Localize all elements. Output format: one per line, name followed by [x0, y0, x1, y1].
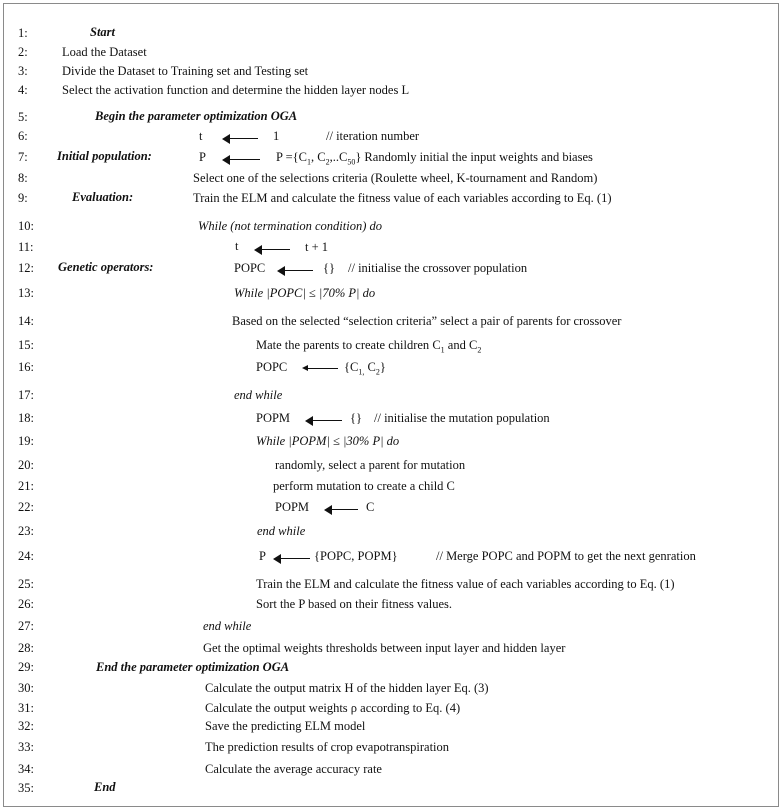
step-text: Get the optimal weights thresholds between input layer and hidden layer	[203, 641, 566, 655]
loop-header: While |POPC| ≤ |70% P| do	[234, 286, 376, 300]
assign-arrow-icon	[222, 134, 258, 144]
line-number: 28:	[18, 641, 34, 655]
assign-lhs: POPM	[275, 500, 310, 514]
assign-arrow-icon	[277, 266, 313, 276]
step-text: Train the ELM and calculate the fitness value of each variables according to Eq. (1)	[193, 191, 612, 205]
step-text: Divide the Dataset to Training set and Testing set	[62, 64, 309, 78]
loop-end: end while	[234, 388, 283, 402]
line-number: 4:	[18, 83, 28, 97]
step-text: Load the Dataset	[62, 45, 147, 59]
line-number: 5:	[18, 110, 28, 124]
line-number: 31:	[18, 701, 34, 715]
assign-rhs: 1	[273, 129, 280, 143]
assign-lhs: t	[235, 239, 239, 253]
assign-lhs: t	[199, 129, 203, 143]
line-number: 15:	[18, 338, 34, 352]
line-number: 27:	[18, 619, 34, 633]
line-number: 34:	[18, 762, 34, 776]
line-number: 25:	[18, 577, 34, 591]
step-text: Train the ELM and calculate the fitness value of each variables according to Eq. (1)	[256, 577, 675, 591]
loop-end: end while	[257, 524, 306, 538]
line-number: 6:	[18, 129, 28, 143]
section-label: Genetic operators:	[58, 260, 154, 274]
line-number: 29:	[18, 660, 34, 674]
assign-arrow-icon	[254, 245, 290, 255]
assign-lhs: POPM	[256, 411, 291, 425]
assign-rhs: t + 1	[305, 240, 329, 254]
assign-arrow-icon	[273, 554, 310, 564]
line-number: 23:	[18, 524, 34, 538]
line-number: 9:	[18, 191, 28, 205]
line-number: 2:	[18, 45, 28, 59]
step-text: Based on the selected “selection criteria” select a pair of parents for crossover	[232, 314, 622, 328]
section-label: Initial population:	[57, 149, 152, 163]
step-text: The prediction results of crop evapotranspiration	[205, 740, 450, 754]
step-text: Save the predicting ELM model	[205, 719, 366, 733]
assign-lhs: P	[259, 549, 266, 563]
line-number: 8:	[18, 171, 28, 185]
assign-rhs: {}	[350, 411, 362, 425]
step-text: Calculate the average accuracy rate	[205, 762, 382, 776]
line-number: 13:	[18, 286, 34, 300]
line-number: 14:	[18, 314, 34, 328]
end-label: End	[94, 780, 116, 794]
assign-rhs: {$C_{1,}$ $C_2$}	[344, 360, 386, 377]
line-number: 17:	[18, 388, 34, 402]
assign-lhs: P	[199, 150, 206, 164]
step-text: Calculate the output weights ρ according to Eq. (4)	[205, 701, 461, 715]
loop-end: end while	[203, 619, 252, 633]
line-number: 21:	[18, 479, 34, 493]
line-number: 7:	[18, 150, 28, 164]
step-comment: // Merge POPC and POPM to get the next genration	[436, 549, 696, 563]
step-comment: // iteration number	[326, 129, 420, 143]
section-label: Begin the parameter optimization OGA	[95, 109, 298, 123]
step-comment: // initialise the crossover population	[348, 261, 528, 275]
step-text: Select the activation function and determine the hidden layer nodes L	[62, 83, 410, 97]
step-text: Mate the parents to create children $C_1$ and $C_2$	[256, 338, 482, 355]
assign-arrow-icon	[222, 155, 260, 165]
assign-lhs: POPC	[234, 261, 266, 275]
line-number: 24:	[18, 549, 34, 563]
step-text: Sort the P based on their fitness values.	[256, 597, 453, 611]
step-text: perform mutation to create a child C	[273, 479, 455, 493]
line-number: 19:	[18, 434, 34, 448]
step-text: Calculate the output matrix H of the hidden layer Eq. (3)	[205, 681, 489, 695]
line-number: 33:	[18, 740, 34, 754]
step-text: Select one of the selections criteria (Roulette wheel, K-tournament and Random)	[193, 171, 598, 185]
line-number: 22:	[18, 500, 34, 514]
start-label: Start	[90, 25, 116, 39]
line-number: 16:	[18, 360, 34, 374]
line-number: 35:	[18, 781, 34, 795]
loop-header: While |POPM| ≤ |30% P| do	[256, 434, 400, 448]
assign-rhs: {}	[323, 261, 335, 275]
line-number: 20:	[18, 458, 34, 472]
line-number: 30:	[18, 681, 34, 695]
loop-header: While (not termination condition) do	[198, 219, 383, 233]
assign-arrow-icon	[305, 416, 342, 426]
step-text: randomly, select a parent for mutation	[275, 458, 466, 472]
assign-arrow-icon	[302, 364, 338, 374]
assign-lhs: POPC	[256, 360, 288, 374]
line-number: 12:	[18, 261, 34, 275]
line-number: 26:	[18, 597, 34, 611]
line-number: 10:	[18, 219, 34, 233]
step-comment: // initialise the mutation population	[374, 411, 550, 425]
line-number: 32:	[18, 719, 34, 733]
section-label: End the parameter optimization OGA	[96, 660, 290, 674]
line-number: 1:	[18, 26, 28, 40]
line-number: 11:	[18, 240, 34, 254]
assign-arrow-icon	[324, 505, 358, 515]
line-number: 3:	[18, 64, 28, 78]
population-definition: $P =\{C_1$, $C_2,..C_{50}$} Randomly initial the input weights and biases	[276, 150, 593, 167]
section-label: Evaluation:	[72, 190, 134, 204]
assign-rhs: {POPC, POPM}	[314, 549, 398, 563]
line-number: 18:	[18, 411, 34, 425]
assign-rhs: C	[366, 500, 375, 514]
